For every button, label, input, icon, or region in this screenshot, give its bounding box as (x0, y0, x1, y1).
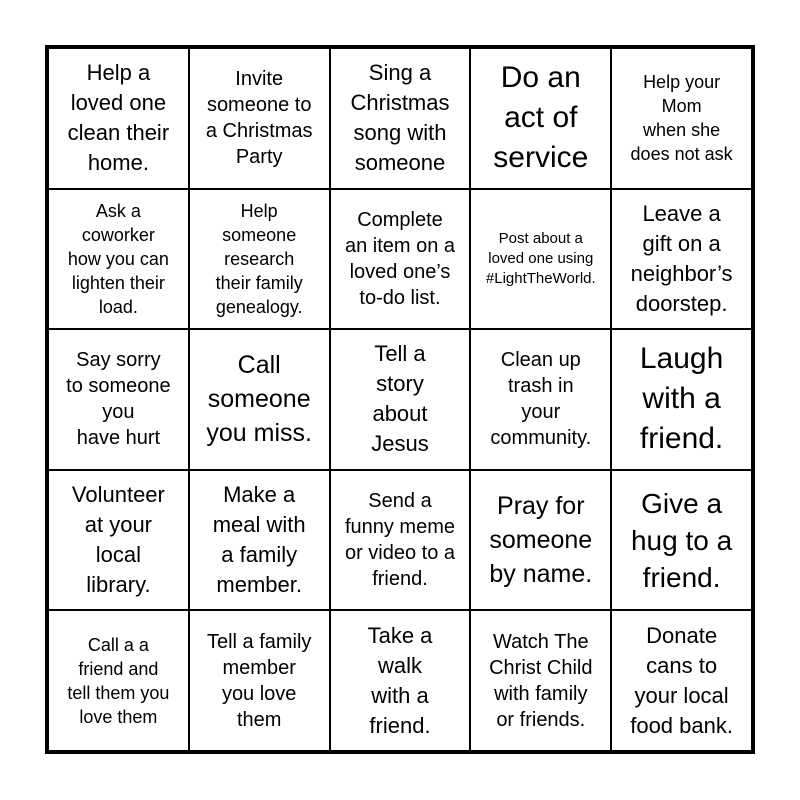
bingo-cell-r4c4[interactable]: Pray for someone by name. (470, 470, 611, 611)
bingo-cell-r1c2[interactable]: Invite someone to a Christmas Party (189, 48, 330, 189)
bingo-cell-r3c3[interactable]: Tell a story about Jesus (330, 329, 471, 470)
bingo-cell-r2c2[interactable]: Help someone research their family genealogy. (189, 189, 330, 330)
bingo-cell-r4c1[interactable]: Volunteer at your local library. (48, 470, 189, 611)
bingo-cell-r4c2[interactable]: Make a meal with a family member. (189, 470, 330, 611)
bingo-cell-r3c1[interactable]: Say sorry to someone you have hurt (48, 329, 189, 470)
bingo-cell-r5c3[interactable]: Take a walk with a friend. (330, 610, 471, 751)
bingo-cell-r2c4[interactable]: Post about a loved one using #LightTheWorld. (470, 189, 611, 330)
bingo-cell-r2c1[interactable]: Ask a coworker how you can lighten their load. (48, 189, 189, 330)
bingo-cell-r5c2[interactable]: Tell a family member you love them (189, 610, 330, 751)
bingo-cell-r2c5[interactable]: Leave a gift on a neighbor’s doorstep. (611, 189, 752, 330)
bingo-cell-r3c2[interactable]: Call someone you miss. (189, 329, 330, 470)
bingo-cell-r3c4[interactable]: Clean up trash in your community. (470, 329, 611, 470)
bingo-cell-r5c1[interactable]: Call a a friend and tell them you love them (48, 610, 189, 751)
bingo-cell-r4c5[interactable]: Give a hug to a friend. (611, 470, 752, 611)
bingo-cell-r5c5[interactable]: Donate cans to your local food bank. (611, 610, 752, 751)
bingo-cell-r4c3[interactable]: Send a funny meme or video to a friend. (330, 470, 471, 611)
bingo-cell-r1c1[interactable]: Help a loved one clean their home. (48, 48, 189, 189)
bingo-cell-r3c5[interactable]: Laugh with a friend. (611, 329, 752, 470)
bingo-board (45, 45, 755, 754)
bingo-cell-r1c5[interactable]: Help your Mom when she does not ask (611, 48, 752, 189)
bingo-cell-r1c3[interactable]: Sing a Christmas song with someone (330, 48, 471, 189)
bingo-cell-r5c4[interactable]: Watch The Christ Child with family or friends. (470, 610, 611, 751)
bingo-cell-r2c3[interactable]: Complete an item on a loved one’s to-do list. (330, 189, 471, 330)
bingo-cell-r1c4[interactable]: Do an act of service (470, 48, 611, 189)
